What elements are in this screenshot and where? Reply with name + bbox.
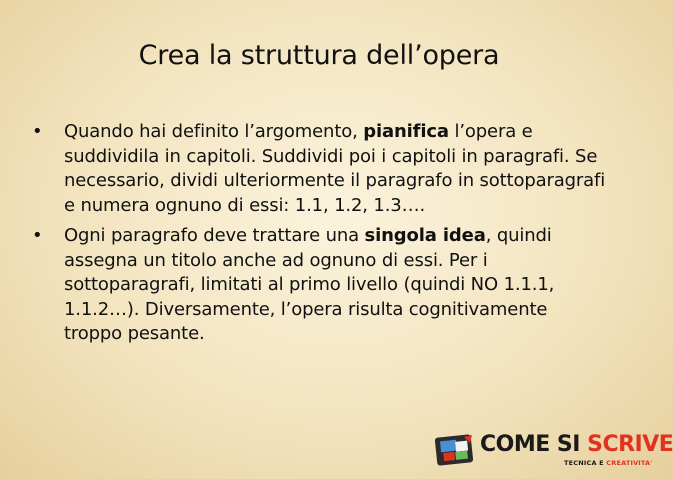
logo-tagline-part1: TECNICA E	[564, 459, 607, 467]
logo-tagline-part2: CREATIVITA'	[606, 459, 653, 467]
bullet-text-start: Ogni paragrafo deve trattare una	[64, 225, 365, 246]
bullet-item	[30, 224, 610, 347]
bullet-text-end: l’opera e suddividila in capitoli. Suddividi poi i capitoli in paragrafi. Se necessario, dividi ulteriormente il paragrafo in sottoparagrafi e numera ognuno di essi: 1.1, 1.2, 1.3….	[64, 121, 606, 216]
bullet-marker: •	[32, 225, 43, 246]
logo-collage-icon	[434, 433, 476, 467]
logo-tagline	[564, 459, 652, 467]
slide-title: Crea la struttura dell’opera	[138, 40, 500, 71]
logo-wordmark	[480, 431, 673, 459]
bullet-item	[30, 120, 610, 218]
bullet-emphasis: pianifica	[363, 121, 449, 142]
bullet-emphasis: singola idea	[364, 225, 486, 246]
come-si-scrive-logo	[434, 431, 673, 471]
bullet-text-start: Quando hai definito l’argomento,	[64, 121, 364, 142]
logo-word-come-si: COME SI	[480, 432, 588, 457]
logo-word-scrive: SCRIVE	[587, 432, 673, 457]
bullet-list	[30, 120, 610, 353]
bullet-marker: •	[32, 121, 43, 142]
bullet-text-end: , quindi assegna un titolo anche ad ognuno di essi. Per i sottoparagrafi, limitati al primo livello (quindi NO 1.1.1, 1.1.2…). Diversamente, l’opera risulta cognitivamente troppo pesante.	[64, 225, 555, 344]
